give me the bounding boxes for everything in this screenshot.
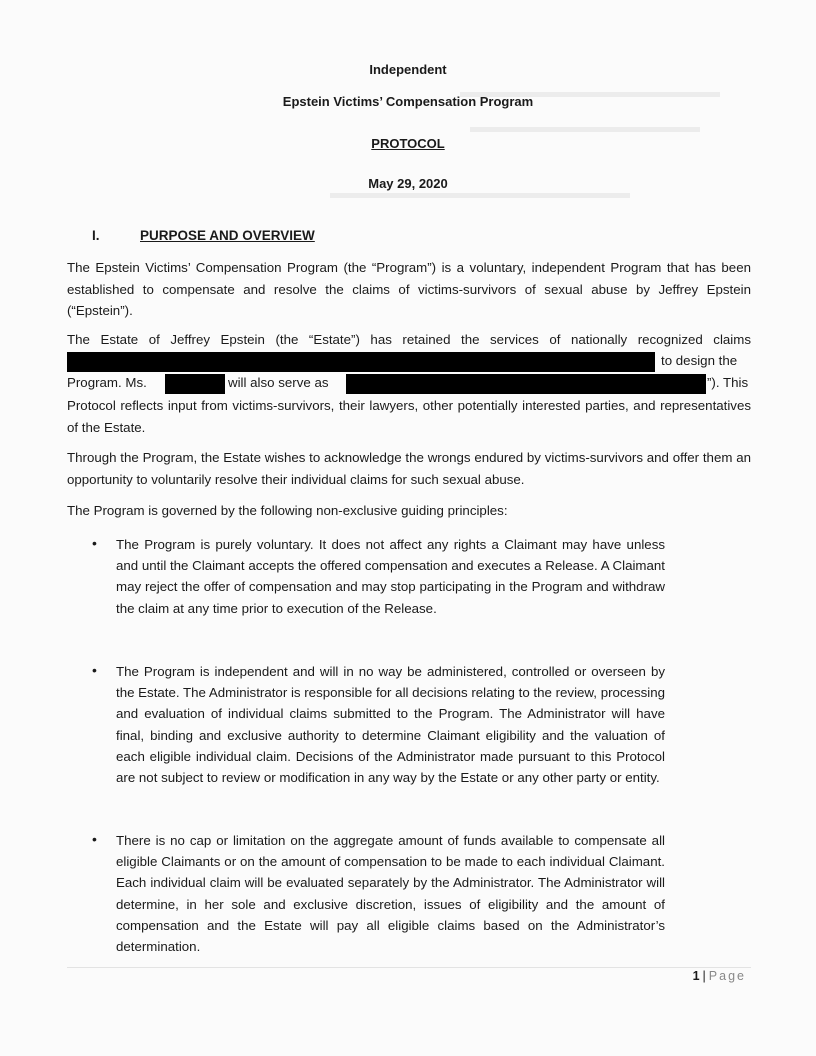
this-text: ”). This xyxy=(707,375,749,390)
bleed-through-mark xyxy=(470,127,700,132)
document-date: May 29, 2020 xyxy=(368,176,448,191)
footer-separator: | xyxy=(702,969,706,983)
bullet-no-cap: There is no cap or limitation on the aggregate amount of funds available to compensate all eligible Claimants or on the amount of compensation to be made to each individual Claimant. Each individual claim will be evaluated separately by the Administrator. The Administrator will determine, in her sole and exclusive discretion, issues of eligibility and the amount of compensation and the Estate will pay all eligible claims based on the Administrator’s determination. xyxy=(116,833,665,955)
redaction-block xyxy=(165,374,225,394)
section-heading xyxy=(92,228,315,243)
program-title: Epstein Victims’ Compensation Program xyxy=(282,94,534,109)
protocol-input-paragraph: Protocol reflects input from victims-survivors, their lawyers, other potentially interested parties, and representatives of the Estate. xyxy=(67,398,751,435)
protocol-heading: PROTOCOL xyxy=(371,136,445,151)
paragraph-program-intro: The Epstein Victims’ Compensation Program (the “Program”) is a voluntary, independent Program that has been established to compensate and resolve the claims of victims-survivors of sexual abuse by Jeffrey Epstein (“Epstein”). xyxy=(67,260,751,318)
section-title: PURPOSE AND OVERVIEW xyxy=(140,228,315,243)
serve-as-text: will also serve as xyxy=(228,375,329,390)
bullet-icon: • xyxy=(92,535,97,551)
footer-divider xyxy=(67,967,751,968)
redaction-block xyxy=(67,352,655,372)
bleed-through-mark xyxy=(330,193,630,198)
design-line-tail: to design the xyxy=(661,353,738,368)
paragraph-acknowledge: Through the Program, the Estate wishes to acknowledge the wrongs endured by victims-survivors and offer them an opportunity to voluntarily resolve their individual claims for such sexual abuse. xyxy=(67,450,751,487)
redaction-block xyxy=(346,374,706,394)
page-label: Page xyxy=(708,969,746,983)
page-number: 1 xyxy=(692,969,700,983)
section-number: I. xyxy=(92,228,100,243)
bullet-icon: • xyxy=(92,662,97,678)
bullet-icon: • xyxy=(92,831,97,847)
bullet-voluntary: The Program is purely voluntary. It does not affect any rights a Claimant may have unless and until the Claimant accepts the offered compensation and executes a Release. A Claimant may reject the offer of compensation and may stop participating in the Program and withdraw the claim at any time prior to execution of the Release. xyxy=(116,537,665,616)
page-footer xyxy=(693,969,746,983)
paragraph-guiding-principles: The Program is governed by the following non-exclusive guiding principles: xyxy=(67,503,508,518)
program-ms-text: Program. Ms. xyxy=(67,375,147,390)
estate-retained-line: The Estate of Jeffrey Epstein (the “Estate”) has retained the services of nationally recognized claims xyxy=(67,332,751,347)
bullet-independent: The Program is independent and will in no way be administered, controlled or overseen by the Estate. The Administrator is responsible for all decisions relating to the review, processing and evaluation of individual claims submitted to the Program. The Administrator will have final, binding and exclusive authority to determine Claimant eligibility and the valuation of each eligible individual claim. Decisions of the Administrator made pursuant to this Protocol are not subject to review or modification in any way by the Estate or any other party or entity. xyxy=(116,664,665,786)
header-independent: Independent xyxy=(369,62,447,77)
